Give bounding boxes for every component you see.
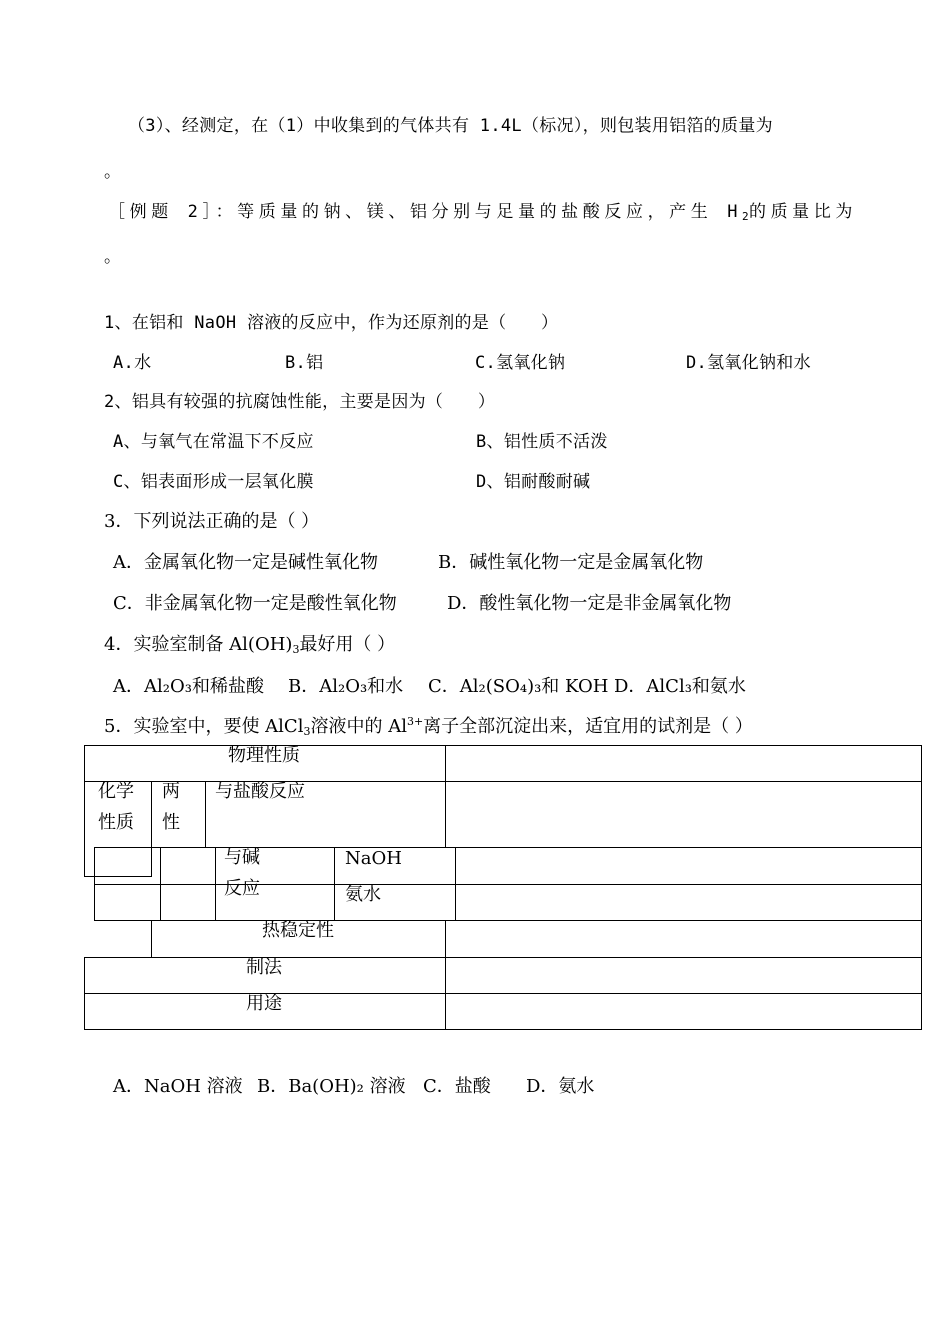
question-4-option-b: B．Al₂O₃和水 [288,676,404,697]
example2-text: ［例题 2］：等质量的钠、镁、铝分别与足量的盐酸反应，产生 $H_2$的质量比为 [108,202,857,223]
question-1-option-c: C.氢氧化钠 [475,353,566,373]
question-1-option-d: D.氢氧化钠和水 [686,353,811,373]
row-reaction-with-base-2: 反应 [224,878,260,899]
row-preparation: 制法 [246,957,282,978]
part3-end: 。 [104,162,122,182]
question-4-option-a: A．Al₂O₃和稀盐酸 [113,676,264,697]
question-1-option-a: A.水 [113,353,152,373]
row-thermal-stability: 热稳定性 [262,920,334,941]
row-amphoteric-1: 两 [162,781,180,802]
question-2-option-b: B、铝性质不活泼 [476,432,608,452]
question-4-option-c: C．Al₂(SO₄)₃和 KOH [428,676,609,697]
question-4-option-d: D．AlCl₃和氨水 [614,676,746,697]
row-chemical-properties-2: 性质 [98,812,134,833]
question-2-option-c: C、铝表面形成一层氧化膜 [113,472,314,492]
question-3-option-b: B．碱性氧化物一定是金属氧化物 [438,552,704,573]
row-uses: 用途 [246,993,282,1014]
question-3-stem: 3．下列说法正确的是（ ） [104,511,320,532]
example2-end: 。 [104,247,122,267]
question-5-option-c: C．盐酸 [423,1076,491,1097]
row-chemical-properties-1: 化学 [98,781,134,802]
question-5-option-d: D．氨水 [526,1076,595,1097]
question-5-stem: 5．实验室中，要使 AlCl$_3$溶液中的 $Al^{3+}$离子全部沉淀出来，适宜用的试剂是（ ） [104,715,753,738]
question-2-stem: 2、铝具有较强的抗腐蚀性能，主要是因为（ ） [104,392,496,412]
question-3-option-d: D．酸性氧化物一定是非金属氧化物 [447,593,732,614]
row-amphoteric-2: 性 [162,812,180,833]
question-1-option-b: B.铝 [285,353,324,373]
question-4-stem: 4．实验室制备 $Al(OH)_3$最好用（ ） [104,634,396,656]
question-3-option-a: A．金属氧化物一定是碱性氧化物 [113,552,378,573]
question-5-option-a: A．NaOH 溶液 [113,1076,243,1097]
row-naoh: NaOH [345,848,402,869]
row-reaction-with-base-1: 与碱 [224,847,260,868]
question-1-stem: 1、在铝和 NaOH 溶液的反应中，作为还原剂的是（ ） [104,313,559,333]
part3-text: （3）、经测定，在（1）中收集到的气体共有 1.4L（标况），则包装用铝箔的质量为 [128,116,773,136]
question-2-option-a: A、与氧气在常温下不反应 [113,432,314,452]
question-3-option-c: C．非金属氧化物一定是酸性氧化物 [113,593,397,614]
row-reaction-with-acid: 与盐酸反应 [215,781,305,802]
row-physical-properties: 物理性质 [228,745,300,766]
question-2-option-d: D、铝耐酸耐碱 [476,472,591,492]
question-5-option-b: B．Ba(OH)₂ 溶液 [257,1076,406,1097]
row-ammonia: 氨水 [345,884,381,905]
